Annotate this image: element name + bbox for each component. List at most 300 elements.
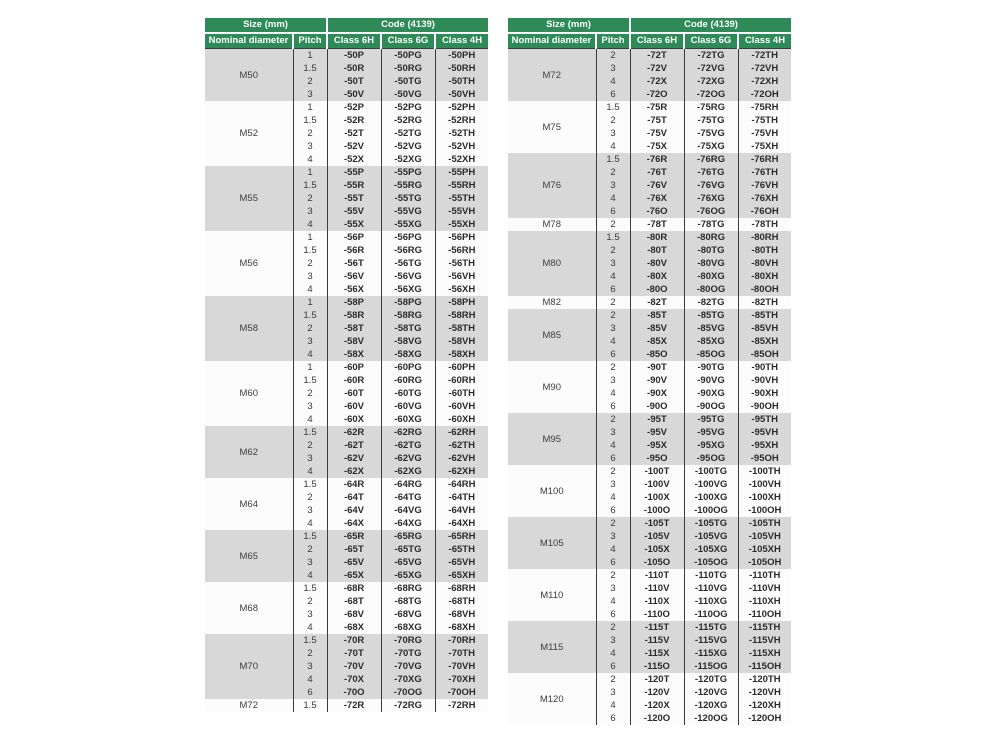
- pitch-cell: 4: [293, 218, 327, 231]
- class-6g-cell: -105OG: [684, 556, 738, 569]
- class-6h-cell: -80R: [630, 231, 684, 244]
- table-row: [205, 426, 488, 439]
- table-row: [508, 517, 791, 530]
- class-6h-cell: -60T: [327, 387, 381, 400]
- pitch-cell: 3: [293, 660, 327, 673]
- class-4h-cell: -64VH: [435, 504, 488, 517]
- class-6h-cell: -62T: [327, 439, 381, 452]
- class-6h-cell: -55T: [327, 192, 381, 205]
- class-6h-cell: -72T: [630, 49, 684, 63]
- pitch-cell: 3: [293, 556, 327, 569]
- class-6g-cell: -72RG: [381, 699, 435, 712]
- class-6h-cell: -56P: [327, 231, 381, 244]
- class-4h-cell: -70TH: [435, 647, 488, 660]
- class-6g-cell: -80OG: [684, 283, 738, 296]
- class-4h-cell: -85TH: [738, 309, 791, 322]
- class-6h-cell: -55X: [327, 218, 381, 231]
- col-header-class-6h: Class 6H: [327, 33, 381, 49]
- class-6h-cell: -90T: [630, 361, 684, 374]
- class-6h-cell: -50V: [327, 88, 381, 101]
- class-6g-cell: -64TG: [381, 491, 435, 504]
- table-body-right: [508, 49, 791, 726]
- class-6g-cell: -56RG: [381, 244, 435, 257]
- pitch-cell: 2: [596, 244, 630, 257]
- class-6g-cell: -82TG: [684, 296, 738, 309]
- class-6h-cell: -52P: [327, 101, 381, 114]
- class-4h-cell: -62TH: [435, 439, 488, 452]
- pitch-cell: 2: [293, 257, 327, 270]
- pitch-cell: 3: [293, 88, 327, 101]
- class-4h-cell: -115VH: [738, 634, 791, 647]
- class-6g-cell: -100OG: [684, 504, 738, 517]
- class-6h-cell: -58T: [327, 322, 381, 335]
- class-4h-cell: -58RH: [435, 309, 488, 322]
- pitch-cell: 4: [293, 413, 327, 426]
- pitch-cell: 1.5: [293, 309, 327, 322]
- class-6g-cell: -115OG: [684, 660, 738, 673]
- class-6g-cell: -50RG: [381, 62, 435, 75]
- class-4h-cell: -110VH: [738, 582, 791, 595]
- class-4h-cell: -68RH: [435, 582, 488, 595]
- class-4h-cell: -76OH: [738, 205, 791, 218]
- class-4h-cell: -50PH: [435, 49, 488, 63]
- pitch-cell: 2: [596, 114, 630, 127]
- col-header-pitch: Pitch: [293, 33, 327, 49]
- class-6h-cell: -65X: [327, 569, 381, 582]
- class-6h-cell: -58V: [327, 335, 381, 348]
- pitch-cell: 3: [596, 582, 630, 595]
- class-6h-cell: -62V: [327, 452, 381, 465]
- class-6h-cell: -60V: [327, 400, 381, 413]
- class-4h-cell: -100XH: [738, 491, 791, 504]
- class-4h-cell: -64TH: [435, 491, 488, 504]
- class-6h-cell: -90X: [630, 387, 684, 400]
- table-row: [508, 296, 791, 309]
- class-6h-cell: -75V: [630, 127, 684, 140]
- class-4h-cell: -56RH: [435, 244, 488, 257]
- pitch-cell: 2: [596, 166, 630, 179]
- pitch-cell: 3: [596, 127, 630, 140]
- nominal-diameter-cell: M110: [508, 569, 596, 621]
- class-6h-cell: -76R: [630, 153, 684, 166]
- class-6g-cell: -50TG: [381, 75, 435, 88]
- class-6g-cell: -110TG: [684, 569, 738, 582]
- class-4h-cell: -52TH: [435, 127, 488, 140]
- class-6g-cell: -65RG: [381, 530, 435, 543]
- class-4h-cell: -115TH: [738, 621, 791, 634]
- class-6h-cell: -68T: [327, 595, 381, 608]
- class-6h-cell: -72R: [327, 699, 381, 712]
- pitch-cell: 1.5: [293, 582, 327, 595]
- class-6h-cell: -110O: [630, 608, 684, 621]
- class-6h-cell: -60X: [327, 413, 381, 426]
- col-header-nominal-diameter: Nominal diameter: [205, 33, 293, 49]
- table-header: [205, 18, 488, 49]
- class-4h-cell: -58TH: [435, 322, 488, 335]
- class-4h-cell: -76RH: [738, 153, 791, 166]
- pitch-cell: 2: [596, 673, 630, 686]
- class-6h-cell: -95V: [630, 426, 684, 439]
- class-6h-cell: -75R: [630, 101, 684, 114]
- class-6h-cell: -50P: [327, 49, 381, 63]
- class-6g-cell: -62XG: [381, 465, 435, 478]
- class-4h-cell: -56VH: [435, 270, 488, 283]
- class-4h-cell: -56XH: [435, 283, 488, 296]
- class-6h-cell: -105V: [630, 530, 684, 543]
- class-6g-cell: -55RG: [381, 179, 435, 192]
- pitch-cell: 3: [596, 686, 630, 699]
- col-header-nominal-diameter: Nominal diameter: [508, 33, 596, 49]
- class-4h-cell: -72OH: [738, 88, 791, 101]
- class-6h-cell: -65T: [327, 543, 381, 556]
- class-6g-cell: -76OG: [684, 205, 738, 218]
- class-6g-cell: -56VG: [381, 270, 435, 283]
- pitch-cell: 2: [293, 439, 327, 452]
- class-6h-cell: -115X: [630, 647, 684, 660]
- class-6h-cell: -72V: [630, 62, 684, 75]
- table-row: [205, 166, 488, 179]
- class-6g-cell: -120OG: [684, 712, 738, 725]
- class-4h-cell: -95XH: [738, 439, 791, 452]
- pitch-cell: 1.5: [293, 634, 327, 647]
- class-6g-cell: -100XG: [684, 491, 738, 504]
- class-6h-cell: -100V: [630, 478, 684, 491]
- table-row: [508, 673, 791, 686]
- pitch-cell: 6: [596, 205, 630, 218]
- class-6g-cell: -68TG: [381, 595, 435, 608]
- class-4h-cell: -60TH: [435, 387, 488, 400]
- class-6g-cell: -75TG: [684, 114, 738, 127]
- pitch-cell: 4: [596, 699, 630, 712]
- class-4h-cell: -100TH: [738, 465, 791, 478]
- header-column-row: [508, 33, 791, 49]
- class-6h-cell: -72O: [630, 88, 684, 101]
- class-6g-cell: -85XG: [684, 335, 738, 348]
- class-6h-cell: -56V: [327, 270, 381, 283]
- pitch-cell: 2: [293, 595, 327, 608]
- pitch-cell: 3: [293, 504, 327, 517]
- table-row: [508, 231, 791, 244]
- class-6g-cell: -68RG: [381, 582, 435, 595]
- pitch-cell: 3: [293, 335, 327, 348]
- class-6g-cell: -58VG: [381, 335, 435, 348]
- class-6h-cell: -120V: [630, 686, 684, 699]
- class-4h-cell: -75XH: [738, 140, 791, 153]
- pitch-cell: 3: [596, 257, 630, 270]
- class-4h-cell: -85VH: [738, 322, 791, 335]
- class-4h-cell: -55RH: [435, 179, 488, 192]
- col-header-class-6h: Class 6H: [630, 33, 684, 49]
- pitch-cell: 2: [596, 49, 630, 63]
- pitch-cell: 3: [596, 530, 630, 543]
- class-6h-cell: -70R: [327, 634, 381, 647]
- table-row: [508, 101, 791, 114]
- nominal-diameter-cell: M64: [205, 478, 293, 530]
- class-4h-cell: -120XH: [738, 699, 791, 712]
- class-6g-cell: -60XG: [381, 413, 435, 426]
- class-4h-cell: -64RH: [435, 478, 488, 491]
- class-6g-cell: -65XG: [381, 569, 435, 582]
- class-6h-cell: -80X: [630, 270, 684, 283]
- class-6g-cell: -55XG: [381, 218, 435, 231]
- pitch-cell: 4: [596, 647, 630, 660]
- class-4h-cell: -60RH: [435, 374, 488, 387]
- class-6h-cell: -115O: [630, 660, 684, 673]
- nominal-diameter-cell: M72: [508, 49, 596, 102]
- class-6h-cell: -76V: [630, 179, 684, 192]
- class-4h-cell: -65TH: [435, 543, 488, 556]
- pitch-cell: 4: [293, 569, 327, 582]
- nominal-diameter-cell: M68: [205, 582, 293, 634]
- class-6g-cell: -95VG: [684, 426, 738, 439]
- class-6g-cell: -95TG: [684, 413, 738, 426]
- pitch-cell: 2: [293, 387, 327, 400]
- class-6h-cell: -76O: [630, 205, 684, 218]
- class-4h-cell: -115XH: [738, 647, 791, 660]
- pitch-cell: 4: [596, 192, 630, 205]
- pitch-cell: 1.5: [293, 426, 327, 439]
- class-4h-cell: -50VH: [435, 88, 488, 101]
- class-6h-cell: -72X: [630, 75, 684, 88]
- pitch-cell: 6: [596, 88, 630, 101]
- class-4h-cell: -70RH: [435, 634, 488, 647]
- nominal-diameter-cell: M100: [508, 465, 596, 517]
- class-6g-cell: -120VG: [684, 686, 738, 699]
- class-6g-cell: -62VG: [381, 452, 435, 465]
- thread-code-table-right: [508, 18, 791, 725]
- class-6h-cell: -82T: [630, 296, 684, 309]
- class-4h-cell: -75RH: [738, 101, 791, 114]
- code-group-header: Code (4139): [630, 18, 791, 33]
- class-4h-cell: -64XH: [435, 517, 488, 530]
- pitch-cell: 2: [596, 218, 630, 231]
- class-4h-cell: -55XH: [435, 218, 488, 231]
- class-4h-cell: -85OH: [738, 348, 791, 361]
- pitch-cell: 4: [596, 595, 630, 608]
- thread-code-table-left: [205, 18, 488, 712]
- pitch-cell: 4: [293, 673, 327, 686]
- class-4h-cell: -100VH: [738, 478, 791, 491]
- class-4h-cell: -55PH: [435, 166, 488, 179]
- header-group-row: [508, 18, 791, 33]
- class-6g-cell: -78TG: [684, 218, 738, 231]
- pitch-cell: 3: [293, 270, 327, 283]
- class-6h-cell: -85X: [630, 335, 684, 348]
- pitch-cell: 1.5: [293, 374, 327, 387]
- class-6g-cell: -80XG: [684, 270, 738, 283]
- pitch-cell: 2: [596, 569, 630, 582]
- class-4h-cell: -110OH: [738, 608, 791, 621]
- class-4h-cell: -105OH: [738, 556, 791, 569]
- class-6h-cell: -105X: [630, 543, 684, 556]
- pitch-cell: 4: [293, 621, 327, 634]
- class-4h-cell: -72VH: [738, 62, 791, 75]
- class-6g-cell: -70XG: [381, 673, 435, 686]
- class-6g-cell: -90XG: [684, 387, 738, 400]
- class-6g-cell: -75XG: [684, 140, 738, 153]
- class-6g-cell: -80VG: [684, 257, 738, 270]
- pitch-cell: 1.5: [293, 244, 327, 257]
- class-6h-cell: -110T: [630, 569, 684, 582]
- pitch-cell: 3: [293, 608, 327, 621]
- nominal-diameter-cell: M80: [508, 231, 596, 296]
- pitch-cell: 4: [596, 491, 630, 504]
- class-4h-cell: -120TH: [738, 673, 791, 686]
- table-row: [205, 530, 488, 543]
- pitch-cell: 4: [596, 543, 630, 556]
- class-6g-cell: -100VG: [684, 478, 738, 491]
- pitch-cell: 3: [596, 179, 630, 192]
- class-4h-cell: -72RH: [435, 699, 488, 712]
- class-6g-cell: -62TG: [381, 439, 435, 452]
- class-6g-cell: -70TG: [381, 647, 435, 660]
- class-6g-cell: -72VG: [684, 62, 738, 75]
- class-6h-cell: -80O: [630, 283, 684, 296]
- pitch-cell: 6: [596, 712, 630, 725]
- class-4h-cell: -95VH: [738, 426, 791, 439]
- class-4h-cell: -52VH: [435, 140, 488, 153]
- class-4h-cell: -52RH: [435, 114, 488, 127]
- class-4h-cell: -68TH: [435, 595, 488, 608]
- pitch-cell: 3: [596, 478, 630, 491]
- pitch-cell: 2: [293, 75, 327, 88]
- class-6g-cell: -105XG: [684, 543, 738, 556]
- class-6h-cell: -70V: [327, 660, 381, 673]
- class-4h-cell: -75TH: [738, 114, 791, 127]
- class-6g-cell: -120XG: [684, 699, 738, 712]
- class-6g-cell: -90OG: [684, 400, 738, 413]
- class-4h-cell: -120OH: [738, 712, 791, 725]
- pitch-cell: 1: [293, 296, 327, 309]
- pitch-cell: 6: [596, 452, 630, 465]
- class-6h-cell: -60R: [327, 374, 381, 387]
- pitch-cell: 1: [293, 231, 327, 244]
- pitch-cell: 4: [596, 140, 630, 153]
- class-6g-cell: -64VG: [381, 504, 435, 517]
- class-4h-cell: -110XH: [738, 595, 791, 608]
- table-row: [508, 153, 791, 166]
- class-4h-cell: -80RH: [738, 231, 791, 244]
- class-4h-cell: -58VH: [435, 335, 488, 348]
- class-6h-cell: -65V: [327, 556, 381, 569]
- table-row: [205, 231, 488, 244]
- class-6h-cell: -60P: [327, 361, 381, 374]
- pitch-cell: 6: [596, 348, 630, 361]
- class-4h-cell: -58PH: [435, 296, 488, 309]
- class-4h-cell: -80OH: [738, 283, 791, 296]
- nominal-diameter-cell: M62: [205, 426, 293, 478]
- nominal-diameter-cell: M50: [205, 49, 293, 102]
- class-4h-cell: -62XH: [435, 465, 488, 478]
- class-6h-cell: -52X: [327, 153, 381, 166]
- header-column-row: [205, 33, 488, 49]
- class-4h-cell: -70XH: [435, 673, 488, 686]
- nominal-diameter-cell: M82: [508, 296, 596, 309]
- class-6g-cell: -55PG: [381, 166, 435, 179]
- class-6g-cell: -105TG: [684, 517, 738, 530]
- nominal-diameter-cell: M75: [508, 101, 596, 153]
- class-6g-cell: -55VG: [381, 205, 435, 218]
- class-4h-cell: -50TH: [435, 75, 488, 88]
- class-6g-cell: -95OG: [684, 452, 738, 465]
- class-6h-cell: -80T: [630, 244, 684, 257]
- pitch-cell: 1.5: [293, 62, 327, 75]
- pitch-cell: 1.5: [293, 114, 327, 127]
- pitch-cell: 2: [596, 296, 630, 309]
- class-6h-cell: -76T: [630, 166, 684, 179]
- class-6g-cell: -70RG: [381, 634, 435, 647]
- class-6h-cell: -55P: [327, 166, 381, 179]
- code-group-header: Code (4139): [327, 18, 488, 33]
- nominal-diameter-cell: M105: [508, 517, 596, 569]
- class-6g-cell: -58PG: [381, 296, 435, 309]
- pitch-cell: 6: [293, 686, 327, 699]
- table-row: [508, 465, 791, 478]
- class-4h-cell: -80XH: [738, 270, 791, 283]
- pitch-cell: 4: [293, 283, 327, 296]
- class-6g-cell: -95XG: [684, 439, 738, 452]
- class-4h-cell: -82TH: [738, 296, 791, 309]
- class-6h-cell: -75T: [630, 114, 684, 127]
- pitch-cell: 6: [596, 504, 630, 517]
- class-4h-cell: -58XH: [435, 348, 488, 361]
- class-4h-cell: -105TH: [738, 517, 791, 530]
- class-6h-cell: -52V: [327, 140, 381, 153]
- class-6g-cell: -58XG: [381, 348, 435, 361]
- class-6g-cell: -60RG: [381, 374, 435, 387]
- class-6g-cell: -64RG: [381, 478, 435, 491]
- class-6h-cell: -105T: [630, 517, 684, 530]
- class-4h-cell: -76TH: [738, 166, 791, 179]
- pitch-cell: 3: [596, 322, 630, 335]
- class-4h-cell: -105XH: [738, 543, 791, 556]
- class-6h-cell: -95T: [630, 413, 684, 426]
- class-4h-cell: -80VH: [738, 257, 791, 270]
- class-6h-cell: -110X: [630, 595, 684, 608]
- class-6h-cell: -70X: [327, 673, 381, 686]
- class-4h-cell: -95OH: [738, 452, 791, 465]
- pitch-cell: 2: [596, 517, 630, 530]
- col-header-class-6g: Class 6G: [381, 33, 435, 49]
- class-4h-cell: -65RH: [435, 530, 488, 543]
- class-6h-cell: -65R: [327, 530, 381, 543]
- class-6h-cell: -115T: [630, 621, 684, 634]
- class-6h-cell: -58X: [327, 348, 381, 361]
- table-row: [508, 569, 791, 582]
- class-6g-cell: -115VG: [684, 634, 738, 647]
- class-6g-cell: -105VG: [684, 530, 738, 543]
- nominal-diameter-cell: M85: [508, 309, 596, 361]
- table-row: [205, 296, 488, 309]
- class-4h-cell: -65XH: [435, 569, 488, 582]
- pitch-cell: 3: [596, 426, 630, 439]
- class-6h-cell: -75X: [630, 140, 684, 153]
- pitch-cell: 6: [596, 556, 630, 569]
- header-group-row: [205, 18, 488, 33]
- class-6h-cell: -70T: [327, 647, 381, 660]
- nominal-diameter-cell: M60: [205, 361, 293, 426]
- class-6g-cell: -90VG: [684, 374, 738, 387]
- class-4h-cell: -85XH: [738, 335, 791, 348]
- nominal-diameter-cell: M90: [508, 361, 596, 413]
- class-6g-cell: -85VG: [684, 322, 738, 335]
- table-row: [508, 49, 791, 63]
- class-6g-cell: -56TG: [381, 257, 435, 270]
- pitch-cell: 1.5: [596, 231, 630, 244]
- pitch-cell: 4: [596, 335, 630, 348]
- pitch-cell: 4: [596, 387, 630, 400]
- class-6h-cell: -56T: [327, 257, 381, 270]
